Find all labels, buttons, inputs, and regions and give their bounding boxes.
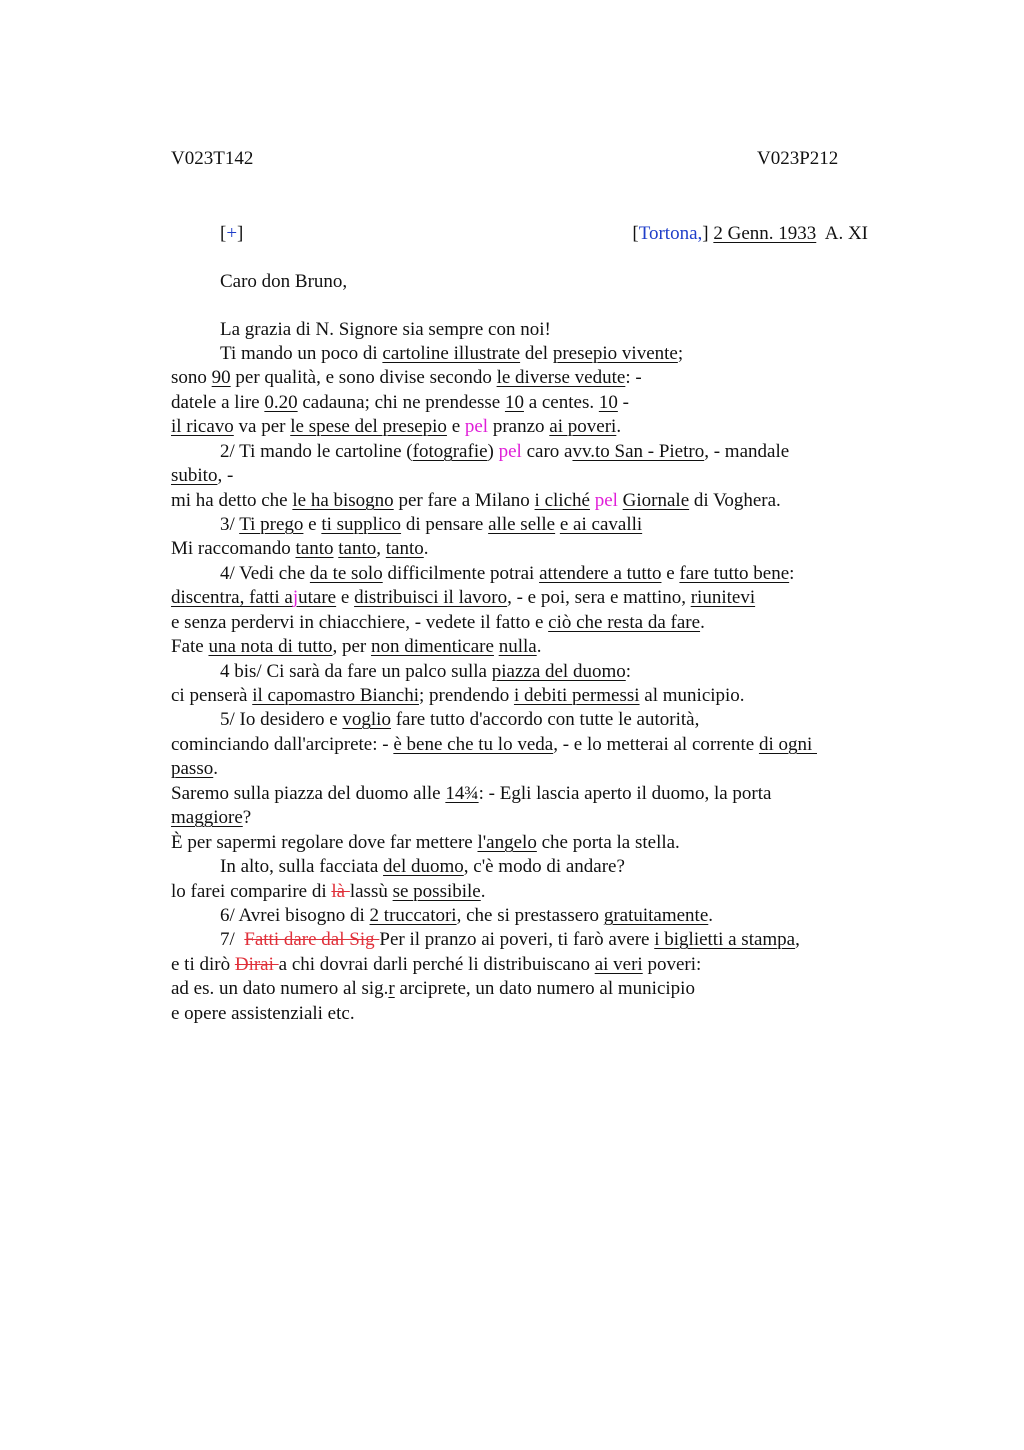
letter-line: La grazia di N. Signore sia sempre con noi! — [220, 319, 551, 340]
deleted-text: là — [331, 881, 350, 902]
letter-line: 7/ Fatti dare dal Sig Per il pranzo ai poveri, ti farò avere i biglietti a stampa, — [220, 929, 800, 950]
letter-line: maggiore? — [171, 807, 252, 828]
letter-line: il ricavo va per le spese del presepio e pel pranzo ai poveri. — [171, 416, 622, 437]
letter-line: 6/ Avrei bisogno di 2 truccatori, che si prestassero gratuitamente. — [220, 905, 714, 926]
letter-line: 4 bis/ Ci sarà da fare un palco sulla piazza del duomo: — [220, 661, 632, 682]
letter-line: È per sapermi regolare dove far mettere l'angelo che porta la stella. — [171, 832, 680, 853]
deleted-text: Dirai — [234, 954, 279, 975]
letter-line: ci penserà il capomastro Bianchi; prendendo i debiti permessi al municipio. — [171, 685, 745, 706]
letter-line: Fate una nota di tutto, per non dimenticare nulla. — [171, 636, 542, 657]
letter-line: datele a lire 0.20 cadauna; chi ne prendesse 10 a centes. 10 - — [171, 392, 629, 413]
cross-symbol: + — [226, 223, 238, 244]
letter-line: e senza perdervi in chiacchiere, - vedete il fatto e ciò che resta da fare. — [171, 612, 705, 633]
letter-line: 3/ Ti prego e ti supplico di pensare alle selle e ai cavalli — [220, 514, 643, 535]
cross-marker: [+] — [220, 223, 244, 244]
letter-line: e ti dirò Dirai a chi dovrai darli perché li distribuiscano ai veri poveri: — [171, 954, 702, 975]
letter-line: 4/ Vedi che da te solo difficilmente potrai attendere a tutto e fare tutto bene: — [220, 563, 795, 584]
letter-line: ad es. un dato numero al sig.r arciprete, un dato numero al municipio — [171, 978, 695, 999]
letter-line: cominciando dall'arciprete: - è bene che tu lo veda, - e lo metterai al corrente di ogni — [171, 734, 817, 755]
dateline-era: A. XI — [824, 223, 868, 244]
document-code-left: V023T142 — [171, 148, 254, 169]
salutation: Caro don Bruno, — [220, 271, 348, 292]
letter-line: 5/ Io desidero e voglio fare tutto d'accordo con tutte le autorità, — [220, 709, 700, 730]
dateline-place: Tortona, — [638, 223, 703, 244]
deleted-text: Fatti dare dal Sig — [244, 929, 380, 950]
letter-line: Ti mando un poco di cartoline illustrate del presepio vivente; — [220, 343, 684, 364]
letter-line: mi ha detto che le ha bisogno per fare a Milano i cliché pel Giornale di Voghera. — [171, 490, 781, 511]
letter-line: passo. — [171, 758, 218, 779]
document-code-right: V023P212 — [757, 148, 839, 169]
letter-line: e opere assistenziali etc. — [171, 1003, 355, 1024]
letter-line: sono 90 per qualità, e sono divise secondo le diverse vedute: - — [171, 367, 642, 388]
letter-line: Saremo sulla piazza del duomo alle 14¾: - Egli lascia aperto il duomo, la porta — [171, 783, 772, 804]
letter-line: subito, - — [171, 465, 234, 486]
letter-line: discentra, fatti ajutare e distribuisci il lavoro, - e poi, sera e mattino, riunitevi — [171, 587, 756, 608]
letter-line: 2/ Ti mando le cartoline (fotografie) pel caro avv.to San - Pietro, - mandale — [220, 441, 790, 462]
dateline: [Tortona,] 2 Genn. 1933 A. XI — [632, 223, 868, 244]
letter-line: In alto, sulla facciata del duomo, c'è modo di andare? — [220, 856, 625, 877]
letter-line: Mi raccomando tanto tanto, tanto. — [171, 538, 429, 559]
dateline-date: 2 Genn. 1933 — [713, 223, 817, 244]
letter-line: lo farei comparire di là lassù se possibile. — [171, 881, 486, 902]
